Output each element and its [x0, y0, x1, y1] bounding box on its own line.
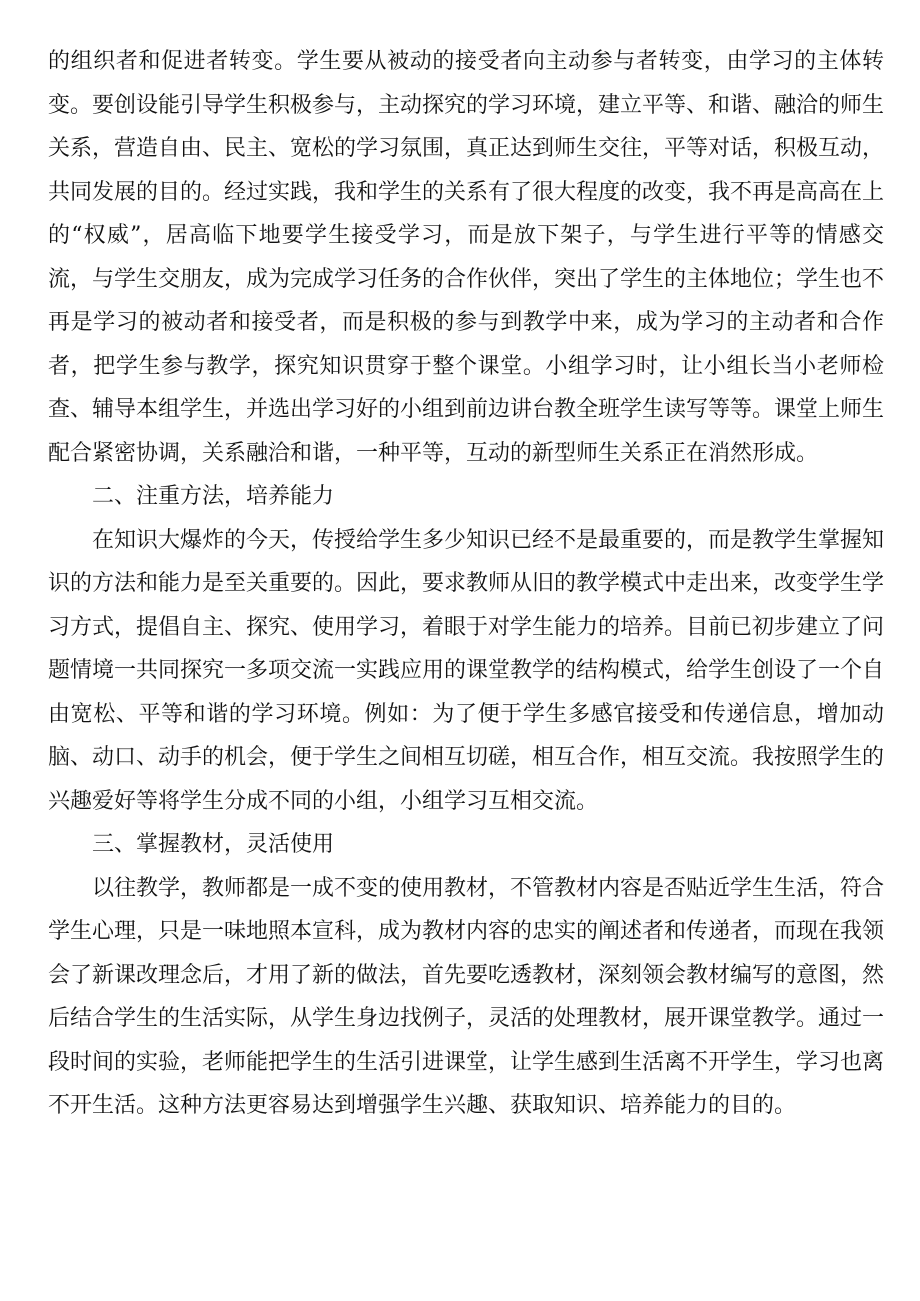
paragraph-continuation: 的组织者和促进者转变。学生要从被动的接受者向主动参与者转变，由学习的主体转变。要创设能引导学生积极参与，主动探究的学习环境，建立平等、和谐、融洽的师生关系，营造自由、民主、宽松的学习氛围，真正达到师生交往，平等对话，积极互动，共同发展的目的。经过实践，我和学生的关系有了很大程度的改变，我不再是高高在上的“权威”，居高临下地要学生接受学习，而是放下架子，与学生进行平等的情感交流，与学生交朋友，成为完成学习任务的合作伙伴，突出了学生的主体地位；学生也不再是学习的被动者和接受者，而是积极的参与到教学中来，成为学习的主动者和合作者，把学生参与教学，探究知识贯穿于整个课堂。小组学习时，让小组长当小老师检查、辅导本组学生，并选出学习好的小组到前边讲台教全班学生读写等等。课堂上师生配合紧密协调，关系融洽和谐，一种平等，互动的新型师生关系正在消然形成。 [48, 49, 885, 466]
paragraph-methods: 在知识大爆炸的今天，传授给学生多少知识已经不是最重要的，而是教学生掌握知识的方法和能力是至关重要的。因此，要求教师从旧的教学模式中走出来，改变学生学习方式，提倡自主、探究、使用学习，着眼于对学生能力的培养。目前已初步建立了问题情境一共同探究一多项交流一实践应用的课堂教学的结构模式，给学生创设了一个自由宽松、平等和谐的学习环境。例如：为了便于学生多感官接受和传递信息，增加动脑、动口、动手的机会，便于学生之间相互切磋，相互合作，相互交流。我按照学生的兴趣爱好等将学生分成不同的小组，小组学习互相交流。 [48, 527, 885, 814]
section-heading-textbook: 三、掌握教材，灵活使用 [92, 832, 335, 857]
section-heading-methods: 二、注重方法，培养能力 [92, 484, 335, 509]
paragraph-textbook: 以往教学，教师都是一成不变的使用教材，不管教材内容是否贴近学生生活，符合学生心理，只是一味地照本宣科，成为教材内容的忠实的阐述者和传递者，而现在我领会了新课改理念后，才用了新的做法，首先要吃透教材，深刻领会教材编写的意图，然后结合学生的生活实际，从学生身边找例子，灵活的处理教材，展开课堂教学。通过一段时间的实验，老师能把学生的生活引进课堂，让学生感到生活离不开学生，学习也离不开生活。这种方法更容易达到增强学生兴趣、获取知识、培养能力的目的。 [48, 875, 885, 1118]
document-body [48, 40, 884, 1128]
